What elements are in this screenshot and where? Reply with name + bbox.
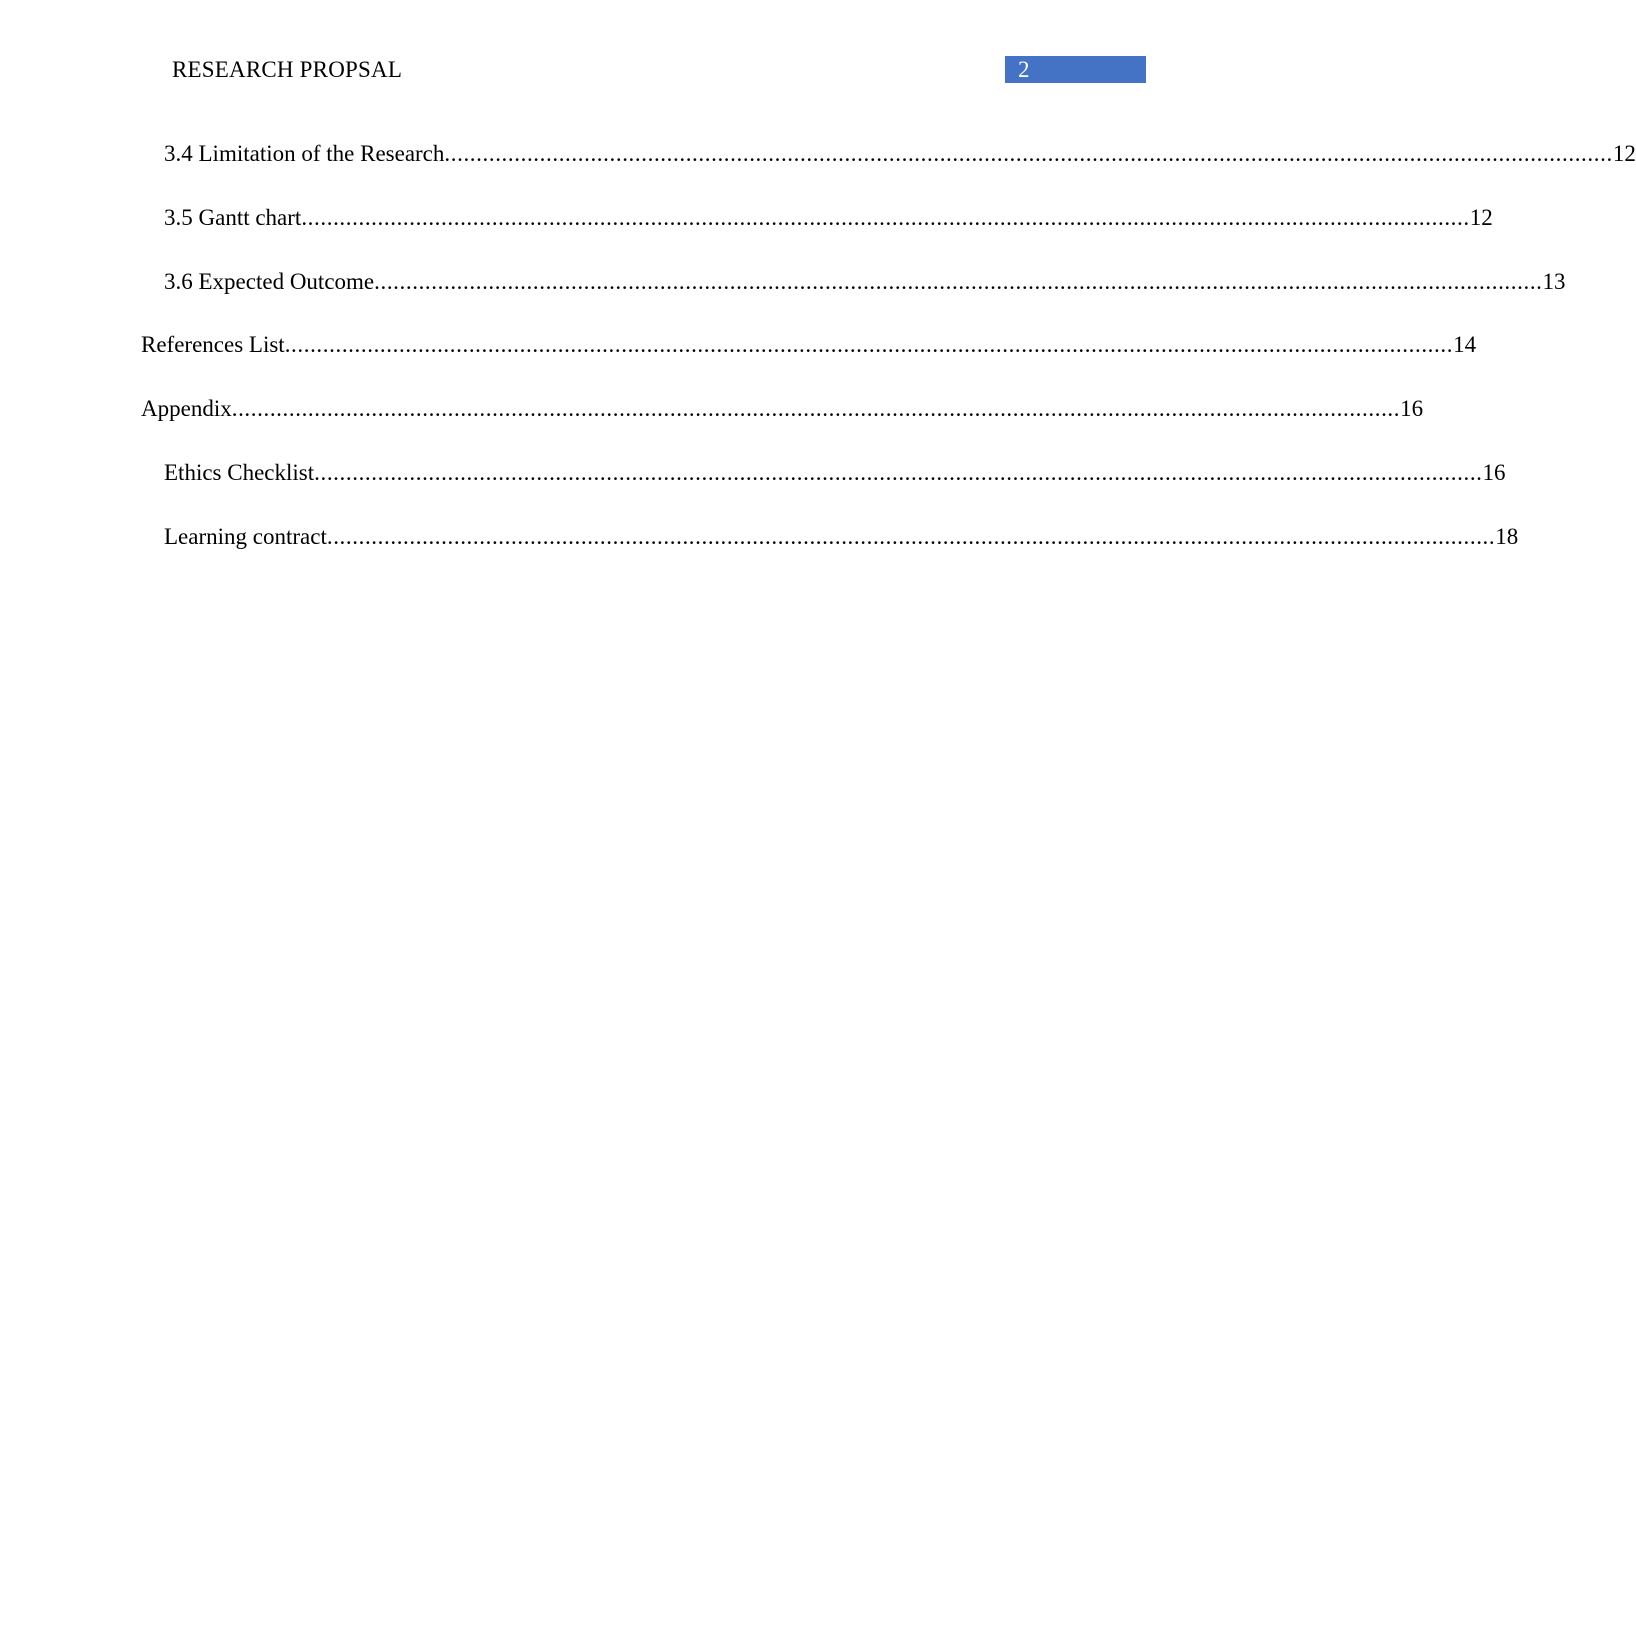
toc-entry-page: 12 [1469,205,1493,230]
toc-entry-page: 16 [1482,460,1506,485]
toc-entry[interactable] [164,138,1636,170]
running-head-title: RESEARCH PROPSAL [172,57,403,82]
toc-leader-dots: ........................................................................................................................................................................................ [314,460,1483,485]
toc-entry[interactable] [164,202,1493,234]
toc-leader-dots: ........................................................................................................................................................................................ [301,205,1470,230]
toc-leader-dots: ........................................................................................................................................................................................ [444,141,1613,166]
toc-entry[interactable] [164,457,1506,489]
toc-entry[interactable] [164,266,1566,298]
toc-entry-page: 14 [1453,332,1477,357]
toc-entry-label: Appendix [141,396,232,421]
toc-entry-label: References List [141,332,285,357]
toc-leader-dots: ........................................................................................................................................................................................ [374,269,1543,294]
toc-entry-label: 3.4 Limitation of the Research [164,141,445,166]
toc-entry-label: Learning contract [164,524,327,549]
toc-entry-page: 18 [1495,524,1519,549]
toc-entry-page: 12 [1612,141,1636,166]
toc-entry[interactable] [141,393,1424,425]
toc-entry-page: 16 [1400,396,1424,421]
toc-entry-label: 3.5 Gantt chart [164,205,302,230]
toc-entry-label: 3.6 Expected Outcome [164,269,375,294]
toc-entry-page: 13 [1542,269,1566,294]
toc-leader-dots: ........................................................................................................................................................................................ [231,396,1401,421]
toc-entry[interactable] [141,329,1477,361]
toc-entry[interactable] [164,521,1519,553]
toc-leader-dots: ........................................................................................................................................................................................ [326,524,1496,549]
toc-leader-dots: ........................................................................................................................................................................................ [284,332,1454,357]
toc-entry-label: Ethics Checklist [164,460,315,485]
page-number: 2 [1018,57,1030,82]
